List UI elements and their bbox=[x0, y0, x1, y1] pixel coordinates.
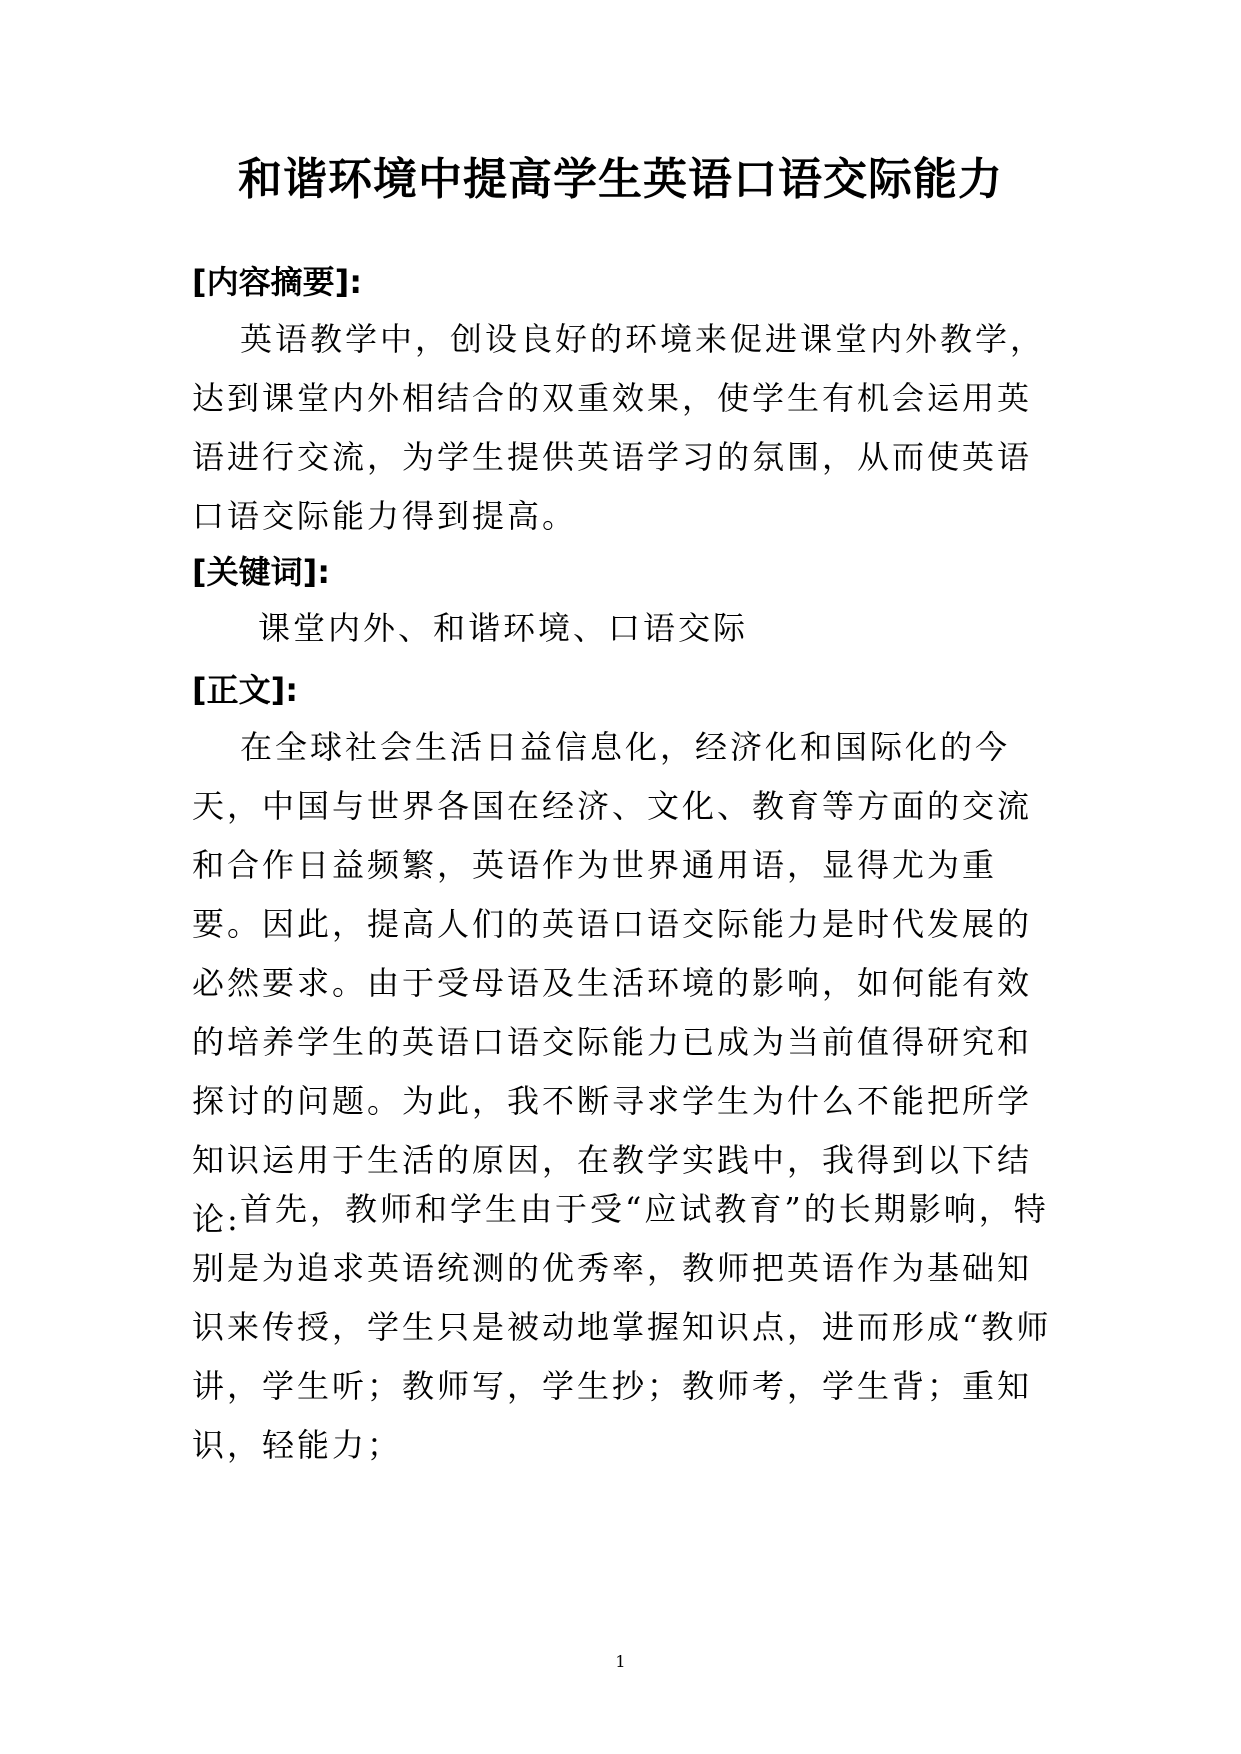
keywords-text: 课堂内外、和谐环境、口语交际 bbox=[258, 609, 749, 647]
page-number: 1 bbox=[615, 1652, 626, 1671]
keywords-label: [关键词]: bbox=[192, 553, 331, 591]
document-title: 和谐环境中提高学生英语口语交际能力 bbox=[238, 154, 1003, 205]
body-paragraph-2: 首先，教师和学生由于受“应试教育”的长期影响，特别是为追求英语统测的优秀率，教师把英语作为基础知识来传授，学生只是被动地掌握知识点，进而形成“教师讲，学生听；教师写，学生抄；教师考，学生背；重知识，轻能力； bbox=[192, 1190, 1052, 1464]
body-label: [正文]: bbox=[192, 671, 299, 709]
body-paragraph-1: 在全球社会生活日益信息化，经济化和国际化的今天，中国与世界各国在经济、文化、教育等方面的交流和合作日益频繁，英语作为世界通用语，显得尤为重要。因此，提高人们的英语口语交际能力是时代发展的必然要求。由于受母语及生活环境的影响，如何能有效的培养学生的英语口语交际能力已成为当前值得研究和探讨的问题。为此，我不断寻求学生为什么不能把所学知识运用于生活的原因，在教学实践中，我得到以下结论: bbox=[192, 728, 1033, 1238]
abstract-label: [内容摘要]: bbox=[192, 263, 363, 301]
abstract-text: 英语教学中，创设良好的环境来促进课堂内外教学，达到课堂内外相结合的双重效果，使学生有机会运用英语进行交流，为学生提供英语学习的氛围，从而使英语口语交际能力得到提高。 bbox=[192, 320, 1046, 535]
